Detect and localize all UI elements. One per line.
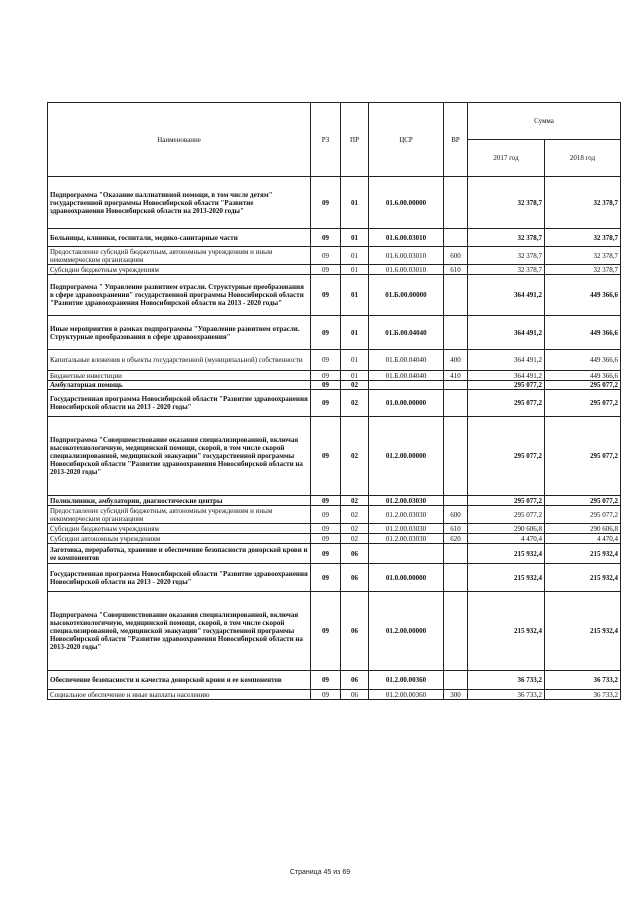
- cell-rz: 09: [311, 350, 341, 371]
- cell-vr: [444, 544, 468, 564]
- table-row: [48, 564, 621, 592]
- cell-rz: 09: [311, 229, 341, 247]
- cell-sum-2018: 449 366,6: [545, 350, 621, 371]
- cell-rz: 09: [311, 690, 341, 700]
- cell-name: Подпрограмма " Управление развитием отрасли. Структурные преобразования в сфере здравоохранения" государственной программы Новосибирской области "Развитие здравоохранения Новосибирской области на 2013 - 2020 годы": [48, 275, 311, 316]
- cell-sum-2017: 295 077,2: [468, 417, 545, 496]
- cell-name: Подпрограмма "Совершенствование оказания специализированной, включая высокотехнологичную, медицинской помощи, скорой, в том числе скорой специализированной, медицинской эвакуации" государственной программы Новосибирской области "Развитие здравоохранения Новосибирской области на 2013-2020 годы": [48, 417, 311, 496]
- cell-sum-2018: 4 470,4: [545, 534, 621, 544]
- cell-pr: 01: [341, 229, 369, 247]
- cell-name: Бюджетные инвестиции: [48, 371, 311, 381]
- cell-vr: 620: [444, 534, 468, 544]
- cell-name: Государственная программа Новосибирской области "Развитие здравоохранения Новосибирской области на 2013 - 2020 годы": [48, 564, 311, 592]
- cell-name: Предоставление субсидий бюджетным, автономным учреждениям и иным некоммерческим организациям: [48, 247, 311, 265]
- cell-pr: 01: [341, 275, 369, 316]
- cell-pr: 01: [341, 265, 369, 275]
- cell-rz: 09: [311, 496, 341, 506]
- cell-sum-2018: 215 932,4: [545, 544, 621, 564]
- cell-csr: 01.2.00.00360: [369, 690, 444, 700]
- cell-vr: [444, 592, 468, 671]
- cell-vr: 300: [444, 690, 468, 700]
- table-row: [48, 524, 621, 534]
- cell-vr: [444, 496, 468, 506]
- cell-rz: 09: [311, 265, 341, 275]
- table-row: [48, 371, 621, 381]
- cell-csr: 01.2.00.03030: [369, 524, 444, 534]
- cell-sum-2017: 32 378,7: [468, 265, 545, 275]
- cell-sum-2017: 32 378,7: [468, 177, 545, 229]
- cell-vr: [444, 564, 468, 592]
- cell-pr: 06: [341, 690, 369, 700]
- table-row: [48, 534, 621, 544]
- cell-vr: [444, 316, 468, 350]
- cell-sum-2017: 290 606,8: [468, 524, 545, 534]
- table-row: [48, 690, 621, 700]
- cell-sum-2017: 32 378,7: [468, 247, 545, 265]
- cell-rz: 09: [311, 381, 341, 390]
- cell-sum-2017: 364 491,2: [468, 350, 545, 371]
- table-row: [48, 417, 621, 496]
- cell-sum-2018: 290 606,8: [545, 524, 621, 534]
- table-row: [48, 350, 621, 371]
- cell-pr: 01: [341, 316, 369, 350]
- cell-sum-2017: 36 733,2: [468, 671, 545, 690]
- cell-sum-2017: 295 077,2: [468, 390, 545, 417]
- cell-csr: 01.Б.00.00000: [369, 275, 444, 316]
- cell-rz: 09: [311, 592, 341, 671]
- cell-rz: 09: [311, 275, 341, 316]
- cell-name: Субсидии бюджетным учреждениям: [48, 524, 311, 534]
- cell-sum-2018: 215 932,4: [545, 592, 621, 671]
- cell-csr: 01.2.00.03030: [369, 506, 444, 524]
- cell-csr: 01.0.00.00000: [369, 390, 444, 417]
- cell-name: Больницы, клиники, госпитали, медико-санитарные части: [48, 229, 311, 247]
- cell-rz: 09: [311, 247, 341, 265]
- cell-pr: 02: [341, 417, 369, 496]
- cell-sum-2018: 32 378,7: [545, 247, 621, 265]
- table-row: [48, 390, 621, 417]
- table-row: [48, 671, 621, 690]
- table-row: [48, 275, 621, 316]
- page-footer: Страница 45 из 69: [289, 869, 351, 876]
- cell-sum-2018: 295 077,2: [545, 496, 621, 506]
- cell-rz: 09: [311, 564, 341, 592]
- cell-csr: 01.2.00.00000: [369, 417, 444, 496]
- cell-sum-2018: 295 077,2: [545, 390, 621, 417]
- cell-rz: 09: [311, 417, 341, 496]
- cell-sum-2018: 32 378,7: [545, 229, 621, 247]
- cell-csr: 01.Б.00.04040: [369, 350, 444, 371]
- cell-csr: 01.2.00.03030: [369, 534, 444, 544]
- header-sum: Сумма: [468, 103, 621, 140]
- cell-sum-2017: 364 491,2: [468, 316, 545, 350]
- cell-vr: 600: [444, 506, 468, 524]
- cell-vr: [444, 671, 468, 690]
- cell-sum-2017: 295 077,2: [468, 506, 545, 524]
- cell-vr: 400: [444, 350, 468, 371]
- cell-name: Государственная программа Новосибирской области "Развитие здравоохранения Новосибирской области на 2013 - 2020 годы": [48, 390, 311, 417]
- table-row: [48, 496, 621, 506]
- cell-vr: [444, 229, 468, 247]
- cell-pr: 01: [341, 247, 369, 265]
- header-vr: ВР: [444, 103, 468, 177]
- cell-name: Предоставление субсидий бюджетным, автономным учреждениям и иным некоммерческим организациям: [48, 506, 311, 524]
- cell-sum-2018: 295 077,2: [545, 417, 621, 496]
- cell-rz: 09: [311, 544, 341, 564]
- cell-sum-2017: 364 491,2: [468, 371, 545, 381]
- cell-csr: 01.2.00.00000: [369, 592, 444, 671]
- cell-name: Субсидии автономным учреждениям: [48, 534, 311, 544]
- cell-pr: 06: [341, 592, 369, 671]
- cell-sum-2018: 449 366,6: [545, 275, 621, 316]
- cell-csr: 01.6.00.03010: [369, 247, 444, 265]
- table-row: [48, 265, 621, 275]
- cell-sum-2017: 215 932,4: [468, 564, 545, 592]
- cell-csr: 01.Б.00.04040: [369, 316, 444, 350]
- cell-pr: 01: [341, 350, 369, 371]
- table-row: [48, 229, 621, 247]
- cell-name: Капитальные вложения в объекты государственной (муниципальной) собственности: [48, 350, 311, 371]
- cell-vr: [444, 275, 468, 316]
- cell-rz: 09: [311, 316, 341, 350]
- cell-sum-2017: 4 470,4: [468, 534, 545, 544]
- cell-sum-2018: 295 077,2: [545, 381, 621, 390]
- cell-name: Иные мероприятия в рамках подпрограммы "Управление развитием отрасли. Структурные преобразования в сфере здравоохранения": [48, 316, 311, 350]
- cell-vr: [444, 390, 468, 417]
- header-pr: ПР: [341, 103, 369, 177]
- cell-sum-2018: 215 932,4: [545, 564, 621, 592]
- header-year-2018: 2018 год: [545, 140, 621, 177]
- cell-name: Субсидии бюджетным учреждениям: [48, 265, 311, 275]
- cell-sum-2017: 32 378,7: [468, 229, 545, 247]
- cell-rz: 09: [311, 177, 341, 229]
- cell-rz: 09: [311, 371, 341, 381]
- cell-vr: [444, 381, 468, 390]
- cell-vr: [444, 417, 468, 496]
- cell-pr: 02: [341, 381, 369, 390]
- cell-name: Амбулаторная помощь: [48, 381, 311, 390]
- cell-pr: 02: [341, 524, 369, 534]
- header-name: Наименование: [48, 103, 311, 177]
- cell-sum-2017: 215 932,4: [468, 544, 545, 564]
- cell-vr: 410: [444, 371, 468, 381]
- cell-sum-2017: 295 077,2: [468, 381, 545, 390]
- table-row: [48, 381, 621, 390]
- table-row: [48, 316, 621, 350]
- table-header: [48, 103, 621, 177]
- cell-vr: 610: [444, 265, 468, 275]
- cell-csr: 01.Б.00.04040: [369, 371, 444, 381]
- cell-sum-2018: 36 733,2: [545, 690, 621, 700]
- cell-pr: 01: [341, 177, 369, 229]
- table-row: [48, 506, 621, 524]
- cell-sum-2018: 295 077,2: [545, 506, 621, 524]
- cell-csr: 01.2.00.00360: [369, 671, 444, 690]
- cell-pr: 02: [341, 506, 369, 524]
- cell-pr: 02: [341, 496, 369, 506]
- table-row: [48, 247, 621, 265]
- cell-pr: 06: [341, 544, 369, 564]
- budget-table: [47, 102, 621, 700]
- cell-name: Подпрограмма "Совершенствование оказания специализированной, включая высокотехнологичную, медицинской помощи, скорой, в том числе скорой специализированной, медицинской эвакуации" государственной программы Новосибирской области "Развитие здравоохранения Новосибирской области на 2013-2020 годы": [48, 592, 311, 671]
- cell-name: Подпрограмма "Оказание паллиативной помощи, в том числе детям" государственной программы Новосибирской области "Развитие здравоохранения Новосибирской области на 2013-2020 годы": [48, 177, 311, 229]
- cell-csr: [369, 381, 444, 390]
- header-year-2017: 2017 год: [468, 140, 545, 177]
- cell-name: Социальное обеспечение и иные выплаты населению: [48, 690, 311, 700]
- cell-sum-2017: 364 491,2: [468, 275, 545, 316]
- cell-sum-2018: 36 733,2: [545, 671, 621, 690]
- cell-vr: 600: [444, 247, 468, 265]
- cell-csr: [369, 544, 444, 564]
- cell-csr: 01.0.00.00000: [369, 564, 444, 592]
- cell-sum-2018: 32 378,7: [545, 265, 621, 275]
- cell-csr: 01.6.00.03010: [369, 265, 444, 275]
- cell-sum-2017: 36 733,2: [468, 690, 545, 700]
- cell-sum-2018: 32 378,7: [545, 177, 621, 229]
- table-body: [48, 177, 621, 700]
- table-row: [48, 544, 621, 564]
- cell-vr: 610: [444, 524, 468, 534]
- cell-rz: 09: [311, 524, 341, 534]
- header-csr: ЦСР: [369, 103, 444, 177]
- cell-pr: 06: [341, 564, 369, 592]
- table-row: [48, 177, 621, 229]
- cell-name: Обеспечение безопасности и качества донорской крови и ее компонентов: [48, 671, 311, 690]
- cell-csr: 01.2.00.03030: [369, 496, 444, 506]
- cell-rz: 09: [311, 390, 341, 417]
- cell-name: Поликлиники, амбулатории, диагностические центры: [48, 496, 311, 506]
- cell-vr: [444, 177, 468, 229]
- header-rz: РЗ: [311, 103, 341, 177]
- cell-pr: 02: [341, 390, 369, 417]
- cell-csr: 01.6.00.00000: [369, 177, 444, 229]
- cell-pr: 01: [341, 371, 369, 381]
- cell-sum-2018: 449 366,6: [545, 316, 621, 350]
- cell-sum-2017: 295 077,2: [468, 496, 545, 506]
- table-row: [48, 592, 621, 671]
- cell-pr: 02: [341, 534, 369, 544]
- cell-sum-2018: 449 366,6: [545, 371, 621, 381]
- cell-sum-2017: 215 932,4: [468, 592, 545, 671]
- cell-pr: 06: [341, 671, 369, 690]
- cell-rz: 09: [311, 671, 341, 690]
- cell-rz: 09: [311, 506, 341, 524]
- cell-name: Заготовка, переработка, хранение и обеспечение безопасности донорской крови и ее компонентов: [48, 544, 311, 564]
- cell-rz: 09: [311, 534, 341, 544]
- cell-csr: 01.6.00.03010: [369, 229, 444, 247]
